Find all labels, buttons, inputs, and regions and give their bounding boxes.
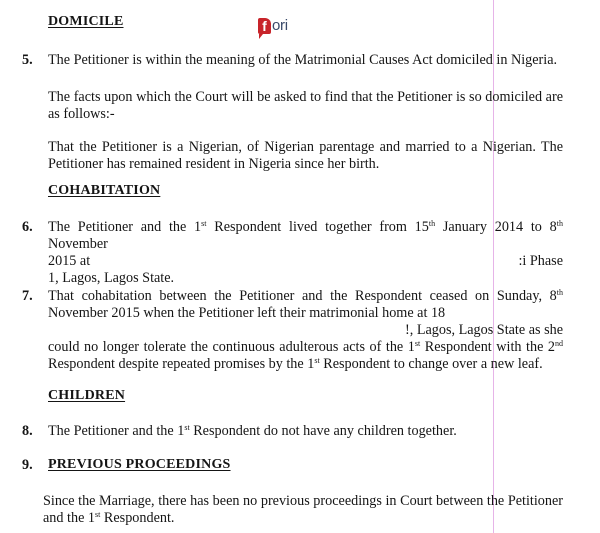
cohabitation-item-6 <box>48 219 563 287</box>
heading-previous-proceedings: PREVIOUS PROCEEDINGS <box>48 457 231 472</box>
ordinal-suffix: th <box>428 219 436 228</box>
text: 2015 at <box>48 253 91 269</box>
text: The Petitioner and the 1 <box>48 423 185 439</box>
text: Respondent lived together from 15 <box>206 219 429 235</box>
item-number-8: 8. <box>22 423 33 439</box>
text: That cohabitation between the Petitioner and the Respondent ceased on Sunday, 8 <box>48 288 557 304</box>
item-number-5: 5. <box>22 52 33 68</box>
children-text <box>48 423 563 440</box>
ordinal-suffix: st <box>95 510 101 519</box>
item6-line-1 <box>48 219 563 253</box>
item6-line-2 <box>48 253 563 270</box>
domicile-facts-intro <box>48 89 563 123</box>
item7-line-1 <box>48 288 563 305</box>
heading-cohabitation: COHABITATION <box>48 183 161 198</box>
ordinal-suffix: st <box>314 356 320 365</box>
facts-line-2: Petitioner has remained resident in Nigeria since her birth. <box>48 156 380 172</box>
item7-line-5 <box>48 356 563 373</box>
children-statement <box>48 423 563 440</box>
proceedings-line-1: Since the Marriage, there has been no previous proceedings in Court between the Petitioner <box>43 493 563 509</box>
ordinal-suffix: th <box>556 288 563 297</box>
text: could no longer tolerate the continuous adulterous acts of the 1 <box>48 339 415 355</box>
ordinal-suffix: st <box>184 423 190 432</box>
facts-intro-line-1: The facts upon which the Court will be asked to find that the Petitioner is so domiciled are <box>48 89 563 105</box>
text: November <box>48 236 108 252</box>
ordinal-suffix: th <box>556 219 563 228</box>
text: Respondent despite repeated promises by the 1 <box>48 356 315 372</box>
text: The Petitioner and the 1 <box>48 219 202 235</box>
ordinal-suffix: st <box>201 219 207 228</box>
previous-proceedings-statement <box>43 493 563 527</box>
item7-line-3 <box>48 322 563 339</box>
text: :i Phase <box>518 253 563 269</box>
cohabitation-item-7 <box>48 288 563 373</box>
heading-children: CHILDREN <box>48 388 126 403</box>
item-number-9: 9. <box>22 457 33 473</box>
text: January 2014 to 8 <box>435 219 557 235</box>
text: and the 1 <box>43 510 96 526</box>
logo-speech-bubble-icon: f <box>258 18 271 34</box>
item7-line-2: November 2015 when the Petitioner left their matrimonial home at 18 <box>48 305 446 321</box>
text: Respondent with the 2 <box>420 339 556 355</box>
domicile-statement-text: The Petitioner is within the meaning of the Matrimonial Causes Act domiciled in Nigeria. <box>48 52 558 68</box>
item7-line-4 <box>48 339 563 356</box>
facts-line-1: That the Petitioner is a Nigerian, of Nigerian parentage and married to a Nigerian. The <box>48 139 563 155</box>
fori-logo <box>258 12 288 34</box>
ordinal-suffix: nd <box>555 339 564 348</box>
text: Respondent do not have any children together. <box>189 423 457 439</box>
text: Respondent. <box>100 510 175 526</box>
item6-line-3: 1, Lagos, Lagos State. <box>48 270 175 286</box>
domicile-statement <box>48 52 563 69</box>
facts-intro-line-2: as follows:- <box>48 106 115 122</box>
text: !, Lagos, Lagos State as she <box>405 322 563 338</box>
heading-domicile: DOMICILE <box>48 14 124 29</box>
logo-text: ori <box>272 17 288 34</box>
item-number-7: 7. <box>22 288 33 304</box>
ordinal-suffix: st <box>414 339 421 348</box>
proceedings-line-2 <box>43 510 563 527</box>
domicile-facts <box>48 139 563 173</box>
item-number-6: 6. <box>22 219 33 235</box>
text: Respondent to change over a new leaf. <box>319 356 543 372</box>
